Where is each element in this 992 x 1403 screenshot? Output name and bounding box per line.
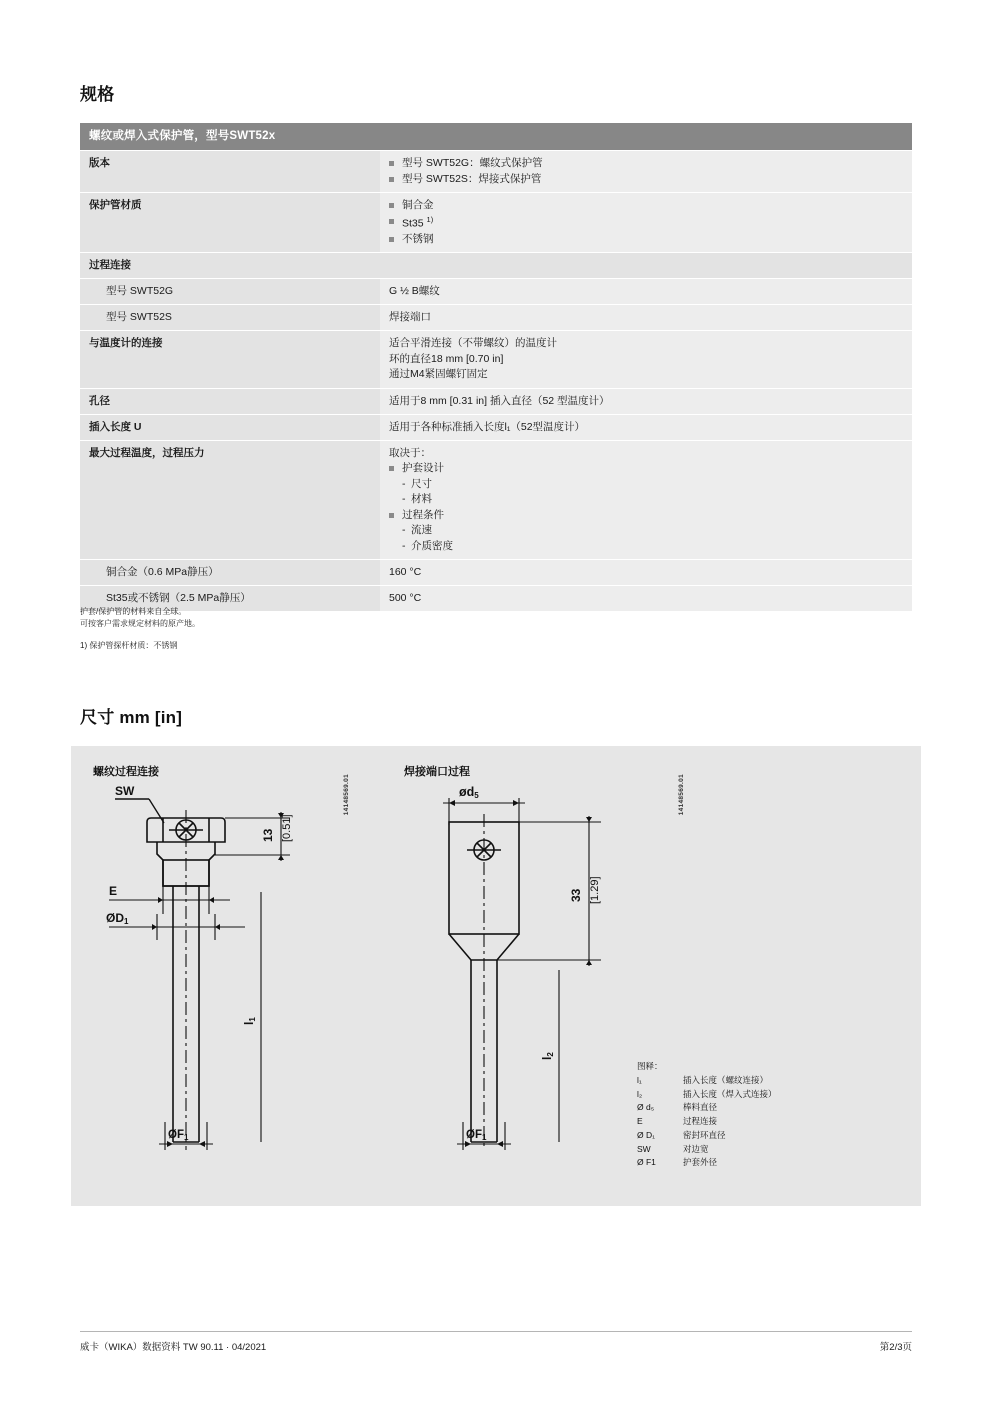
material-list [389,198,904,247]
legend-table [637,1074,777,1170]
drawing-id-left: 14148569.01 [343,774,350,816]
list-item: 型号 SWT52G：螺纹式保护管 [389,156,904,172]
legend-description: 密封环直径 [683,1129,726,1140]
label-height-13: 13 [261,828,275,842]
list-item: 过程条件 [389,508,904,524]
label-height-33: 33 [569,888,583,902]
row-label-material: 保护管材质 [80,193,380,252]
legend-symbol: E [637,1116,643,1127]
row-value-copper-alloy: 160 °C [380,560,912,585]
table-header-row [80,123,912,150]
table-row [80,389,912,414]
legend-row [637,1143,777,1157]
legend-row [637,1088,777,1102]
welded-socket-drawing [401,770,661,1182]
table-row [80,253,912,278]
label-l1: l1 [242,1017,257,1025]
legend-description: 棒料直径 [683,1102,718,1113]
row-label-swt52s: 型号 SWT52S [80,305,380,330]
drawing-id-right: 14148569.01 [678,774,685,816]
legend-row [637,1115,777,1129]
caption-threaded-process-connection: 螺纹过程连接 [93,766,159,778]
legend-description: 过程连接 [683,1116,718,1127]
max-temperature-list [389,461,904,554]
label-d1: ØD1 [106,911,129,926]
row-label-copper-alloy: 铜合金（0.6 MPa静压） [80,560,380,585]
row-value-material [380,193,912,252]
legend-symbol: SW [637,1143,651,1154]
label-l2: l2 [540,1052,555,1060]
row-label-bore: 孔径 [80,389,380,414]
footer-page-number: 第2/3页 [879,1342,912,1353]
legend-row [637,1101,777,1115]
footer-divider [80,1331,912,1332]
table-row [80,586,912,611]
row-label-insertion-length: 插入长度 U [80,415,380,440]
legend-description: 对边宽 [683,1143,709,1154]
text-line: 通过M4紧固螺钉固定 [389,368,488,381]
footer-document-info: 威卡（WIKA）数据资料 TW 90.11 · 04/2021 [80,1342,267,1353]
note-line: 护套/保护管的材料来自全球。 [80,607,187,616]
label-f1: ØF1 [168,1129,189,1142]
legend-description: 护套外径 [683,1157,718,1168]
table-header-title: 螺纹或焊入式保护管，型号SWT52x [80,123,912,150]
list-item: 护套设计 [389,461,904,477]
table-row [80,151,912,192]
legend-symbol: l₂ [637,1088,643,1099]
legend-description: 插入长度（螺纹连接） [683,1074,769,1085]
row-label-swt52g: 型号 SWT52G [80,279,380,304]
legend-symbol: Ø F1 [637,1157,656,1168]
legend-title: 图释： [637,1061,663,1071]
specifications-heading: 规格 [80,85,115,104]
label-height-33-inch: [1.29] [589,876,601,904]
table-row [80,193,912,252]
text-line: 取决于： [389,446,431,459]
list-subitem: - 材料 [389,492,904,508]
table-row [80,279,912,304]
row-value-steel: 500 °C [380,586,912,611]
label-f1: ØF1 [466,1129,487,1142]
row-value-bore: 适用于8 mm [0.31 in] 插入直径（52 型温度计） [380,389,912,414]
row-label-max-temperature: 最大过程温度，过程压力 [80,441,380,560]
label-sw: SW [115,784,135,798]
row-value-max-temperature [380,441,912,560]
drawing-legend [637,1060,777,1170]
row-label-thermometer-connection: 与温度计的连接 [80,331,380,388]
table-row [80,305,912,330]
list-item: 铜合金 [389,198,904,214]
row-label-process-connection: 过程连接 [80,253,380,278]
dimensions-heading: 尺寸 mm [in] [80,708,183,727]
caption-welded-socket-process: 焊接端口过程 [404,766,470,778]
table-row [80,331,912,388]
footnote-1: 1) 保护管探杆材质：不锈钢 [80,640,178,650]
row-label-version: 版本 [80,151,380,192]
threaded-thermowell-drawing [85,782,355,1182]
label-d5: ød5 [459,785,479,800]
row-label-steel: St35或不锈钢（2.5 MPa静压） [80,586,380,611]
table-row [80,441,912,560]
note-line: 可按客户需求规定材料的原产地。 [80,619,200,629]
legend-description: 插入长度（焊入式连接） [683,1088,777,1099]
list-subitem: - 尺寸 [389,477,904,493]
table-row [80,415,912,440]
legend-row [637,1074,777,1088]
row-value-process-connection [380,253,912,278]
dimension-drawings-panel [71,746,921,1206]
version-list [389,156,904,187]
list-item: 不锈钢 [389,232,904,248]
row-value-insertion-length: 适用于各种标准插入长度l₁（52型温度计） [380,415,912,440]
footnotes-block [80,606,200,652]
table-row [80,560,912,585]
material-item-st35: St35 [402,217,424,230]
legend-row [637,1129,777,1143]
legend-symbol: l₁ [637,1074,642,1085]
footnote-marker: 1) [426,214,434,224]
row-value-thermometer-connection [380,331,912,388]
row-value-swt52g: G ½ B螺纹 [380,279,912,304]
legend-symbol: Ø D₁ [637,1129,655,1140]
specifications-table [80,122,912,612]
legend-symbol: Ø d₅ [637,1102,655,1113]
text-line: 环的直径18 mm [0.70 in] [389,352,504,365]
list-subitem: - 介质密度 [389,539,904,555]
label-e: E [109,884,118,898]
list-item: 型号 SWT52S：焊接式保护管 [389,172,904,188]
text-line: 适合平滑连接（不带螺纹）的温度计 [389,337,557,350]
row-value-version [380,151,912,192]
spacer [80,631,200,640]
list-item [389,214,904,232]
row-value-swt52s: 焊接端口 [380,305,912,330]
label-height-13-inch: [0.51] [281,814,293,842]
list-subitem: - 流速 [389,523,904,539]
legend-row [637,1156,777,1170]
